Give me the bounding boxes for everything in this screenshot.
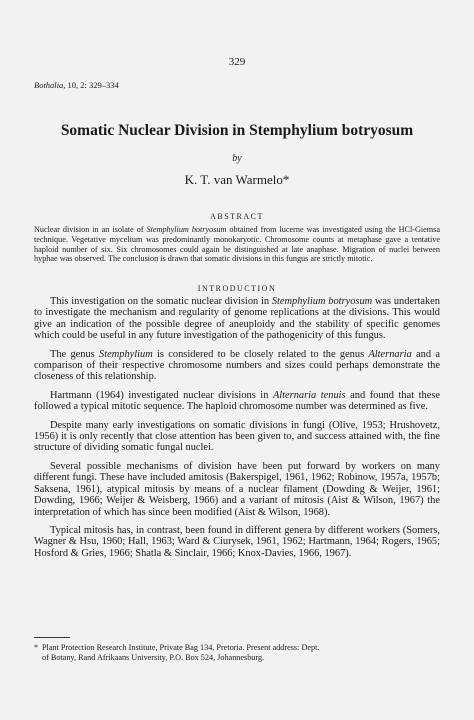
abstract-text-part: obtained from lucerne was investigated using the HCl-Giemsa technique. Vegetative mycelium was predominantly monokaryotic. Chromosome counts at metaphase gave a tentative haploid number of six. Six chromosomes could again be distinguished at late anaphase. Migration of nuclei between hyphae was observed. The conclusion is drawn that somatic divisions in this fungus are strictly mitotic. (34, 225, 440, 264)
introduction-body (34, 296, 440, 566)
page-number: 329 (228, 56, 246, 68)
abstract-species-name: Stemphylium botryosum (146, 225, 227, 234)
footnote-line (34, 643, 440, 653)
genus-name: Stemphylium (99, 348, 153, 360)
species-name: Alternaria tenuis (272, 389, 346, 401)
genus-name: Alternaria (368, 348, 412, 360)
abstract-text (34, 225, 440, 264)
paper-title: Somatic Nuclear Division in Stemphylium botryosum (60, 122, 414, 139)
paragraph (34, 296, 440, 342)
paragraph-text: was undertaken to investigate the mechanism and regularity of genome replications at the divisions. This would give an indication of the possible degree of aneuploidy and the stability of specific genomes which could be useful in any future investigation of the pathogenicity of this fungus. (34, 296, 440, 342)
paragraph (34, 390, 440, 413)
paragraph-text: and a comparison of their respective chromosome numbers and sizes could perhaps demonstrate the closeness of this relationship. (34, 348, 440, 383)
footnote-line: of Botany, Rand Afrikaans University, P.O. Box 524, Johannesburg. (42, 652, 265, 662)
abstract-heading: ABSTRACT (210, 212, 264, 221)
author-name: K. T. van Warmelo* (184, 172, 290, 187)
paragraph: Several possible mechanisms of division have been put forward by workers on many different fungi. These have included amitosis (Bakerspigel, 1961, 1962; Robinow, 1957a, 1957b; Saksena, 1961), atypical mitosis by means of a nuclear filament (Dowding & Weijer, 1961; Dowding, 1966; Weijer & Weisberg, 1966) and a variant of mitosis (Aist & Wilson, 1967) the interpretation of which has since been modified (Aist & Wilson, 1968). (34, 460, 440, 518)
paragraph: Despite many early investigations on somatic divisions in fungi (Olive, 1953; Hrushovetz, 1956) it is only recently that close attention has been given to, and success attained with, the fine structure of dividing somatic fungal nuclei. (34, 419, 440, 454)
introduction-heading: INTRODUCTION (197, 284, 277, 293)
citation-details: 10, 2: 329–334 (67, 80, 119, 90)
footnote-text: Plant Protection Research Institute, Private Bag 134, Pretoria. Present address: Dept. (42, 643, 320, 652)
paragraph-text: The genus (50, 348, 100, 360)
abstract-text-part: Nuclear division in an isolate of (34, 225, 147, 234)
paragraph: Typical mitosis has, in contrast, been found in different genera by different workers (Somers, Wagner & Hsu, 1960; Hall, 1963; Ward & Ciurysek, 1961, 1962; Hartmann, 1964; Rogers, 1965; Hosford & Gries, 1966; Shatla & Sinclair, 1966; Knox-Davies, 1966, 1967). (34, 524, 440, 559)
paragraph-text: and found that these followed a typical mitotic sequence. The haploid chromosome number was determined as five. (34, 389, 440, 413)
footnote (34, 643, 440, 662)
species-name: Stemphylium botryosum (271, 296, 373, 307)
byline-by: by (232, 153, 242, 164)
paragraph-text: This investigation on the somatic nuclear division in (50, 296, 272, 307)
paragraph-text: Hartmann (1964) investigated nuclear divisions in (50, 389, 273, 401)
paragraph-text: is considered to be closely related to the genus (152, 348, 369, 360)
footnote-marker: * (34, 643, 39, 652)
footnote-rule (34, 637, 70, 638)
journal-citation (34, 80, 119, 90)
paragraph (34, 349, 440, 383)
journal-name: Bothalia, (34, 80, 66, 90)
